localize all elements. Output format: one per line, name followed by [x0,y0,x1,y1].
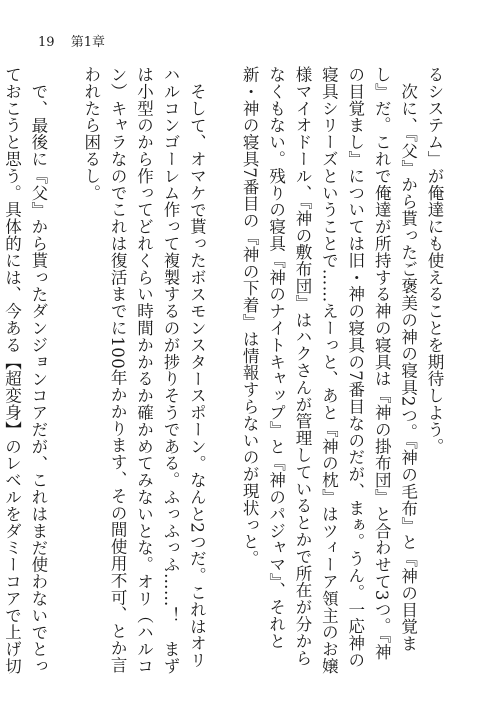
paragraph: るシステム」が俺達にも使えることを期待しよう。 [425,66,444,455]
paragraph: で、最後に『父』から貰ったダンジョンコアだが、これはまだ使わないでとっておこうと思う。具体的には、今ある【超変身】のレベルをダミーコアで上げ切 [2,66,48,675]
chapter-title: 第1章 [70,35,105,50]
paragraph: 次に、『父』から貰ったご褒美の神の寝具2つ。『神の毛布』と『神の目覚まし』だ。これで俺達が所持する神の寝具は『神の掛布団』と合わせて3つ。『神の目覚まし』については旧・神の寝具の7番目なのだが、まぁ。うん。一応神の寝具シリーズということで……えーっと、あと『神の枕』はツィーア領主のお嬢様マイオドール、『神の敷布団』はハクさんが管理しているとかで所在が分からなくもない。残りの寝具『神のナイトキャップ』と『神のパジャマ』、それと新・神の寝具7番目の『神の下着』は情報すらないのが現状っと。 [240,66,418,675]
paragraph: そして、オマケで貰ったボスモンスタースポーン。なんと2つだ。これはオリハルコンゴーレム作って複製するのが捗りそうである。ふっふっふ……！ まずは小型のから作ってどれくらい時間かかるか確かめてみないとな。オリ（ハルコン）キャラなのでこれは復活までに100年かかります、その間使用不可、とか言われたら困るし。 [81,66,207,675]
blank-line [209,66,235,676]
page-header [38,31,105,50]
vertical-text-body [2,66,447,676]
blank-line [51,66,77,676]
page-number: 19 [38,35,55,50]
